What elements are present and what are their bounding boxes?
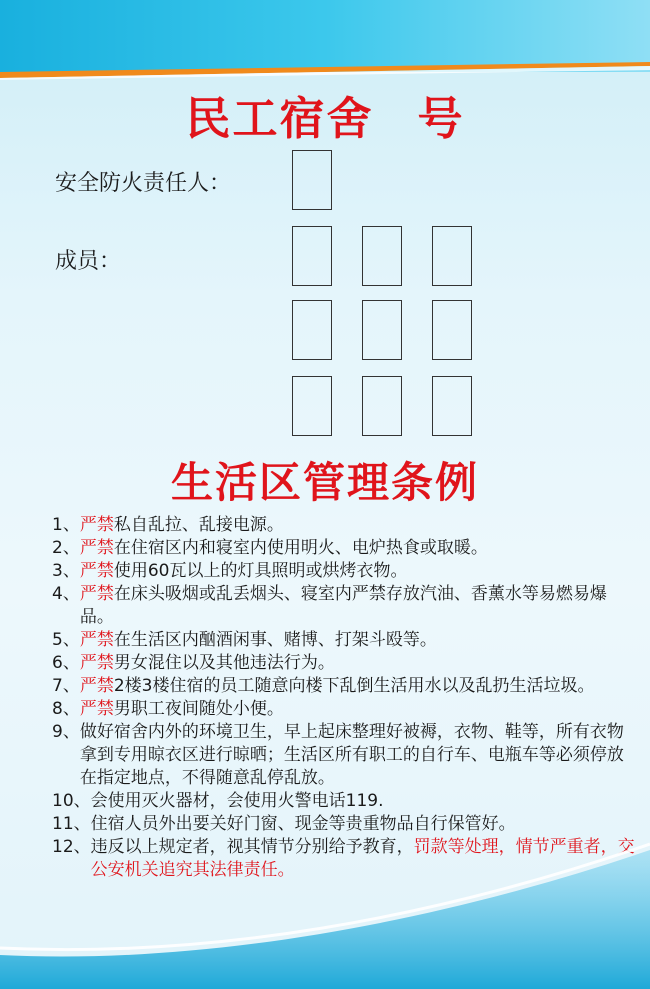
member-box: [432, 376, 472, 436]
rule-prohibition-prefix: 严禁: [79, 676, 114, 696]
rule-text: 男女混住以及其他违法行为。: [113, 653, 335, 673]
rule-item: [52, 560, 637, 583]
rule-item: [52, 721, 637, 790]
members-label: 成员：: [55, 249, 122, 274]
rule-text: 在生活区内酗酒闲事、赌博、打架斗殴等。: [113, 630, 437, 650]
member-box: [292, 226, 332, 286]
rule-prohibition-prefix: 严禁: [79, 699, 114, 719]
rule-body: [80, 652, 637, 675]
rule-text: 会使用灭火器材，会使用火警电话119.: [90, 791, 384, 811]
rule-prohibition-prefix: 严禁: [79, 515, 114, 535]
rule-item: [52, 514, 637, 537]
rule-penalty-text: 罚款等处理，情节严重者，交公安机关追究其法律责任。: [90, 837, 635, 880]
member-box: [362, 300, 402, 360]
rule-prohibition-prefix: 严禁: [79, 561, 114, 581]
rule-text: 在床头吸烟或乱丢烟头、寝室内严禁存放汽油、香薰水等易燃易爆品。: [79, 584, 607, 627]
rule-body: [80, 721, 637, 790]
rule-body: [80, 537, 637, 560]
rule-number: 7、: [52, 676, 80, 696]
rule-number: 8、: [52, 699, 80, 719]
rule-number: 5、: [52, 630, 80, 650]
rule-item: [52, 790, 637, 813]
rule-body: [80, 629, 637, 652]
rule-number: 3、: [52, 561, 80, 581]
page-title: 民工宿舍 号: [185, 92, 465, 145]
rule-number: 12、: [52, 837, 91, 857]
rule-item: [52, 537, 637, 560]
rule-number: 2、: [52, 538, 80, 558]
member-box: [292, 300, 332, 360]
rule-number: 9、: [52, 722, 80, 742]
member-box: [432, 300, 472, 360]
member-box: [362, 226, 402, 286]
rule-text: 违反以上规定者，视其情节分别给予教育，: [90, 837, 414, 857]
rule-text: 使用60瓦以上的灯具照明或烘烤衣物。: [113, 561, 408, 581]
rule-item: [52, 652, 637, 675]
rule-item: [52, 698, 637, 721]
rule-number: 10、: [52, 791, 91, 811]
footer-swoosh: [0, 830, 650, 989]
rule-number: 1、: [52, 515, 80, 535]
member-box: [432, 226, 472, 286]
member-box: [292, 376, 332, 436]
rule-item: [52, 629, 637, 652]
rule-body: [91, 790, 637, 813]
rule-body: [80, 560, 637, 583]
rule-item: [52, 583, 637, 629]
rule-prohibition-prefix: 严禁: [79, 653, 114, 673]
rule-number: 6、: [52, 653, 80, 673]
rule-text: 住宿人员外出要关好门窗、现金等贵重物品自行保管好。: [90, 814, 516, 834]
rule-body: [80, 675, 637, 698]
rule-text: 在住宿区内和寝室内使用明火、电炉热食或取暖。: [113, 538, 488, 558]
rules-list: [52, 514, 637, 882]
member-box: [362, 376, 402, 436]
safety-responsible-box: [292, 150, 332, 210]
rule-body: [80, 514, 637, 537]
rule-body: [80, 583, 637, 629]
rule-text: 2楼3楼住宿的员工随意向楼下乱倒生活用水以及乱扔生活垃圾。: [113, 676, 595, 696]
rule-body: [80, 698, 637, 721]
rule-prohibition-prefix: 严禁: [79, 538, 114, 558]
rule-text: 男职工夜间随处小便。: [113, 699, 284, 719]
safety-responsible-label: 安全防火责任人：: [55, 171, 232, 196]
rule-text: 私自乱拉、乱接电源。: [113, 515, 284, 535]
rule-prohibition-prefix: 严禁: [79, 630, 114, 650]
header-band: [0, 0, 650, 80]
rules-title: 生活区管理条例: [170, 458, 479, 507]
rule-item: [52, 675, 637, 698]
rule-text: 做好宿舍内外的环境卫生，早上起床整理好被褥，衣物、鞋等，所有衣物拿到专用晾衣区进行晾晒；生活区所有职工的自行车、电瓶车等必须停放在指定地点，不得随意乱停乱放。: [79, 722, 624, 788]
rule-number: 11、: [52, 814, 91, 834]
rule-number: 4、: [52, 584, 80, 604]
rule-prohibition-prefix: 严禁: [79, 584, 114, 604]
